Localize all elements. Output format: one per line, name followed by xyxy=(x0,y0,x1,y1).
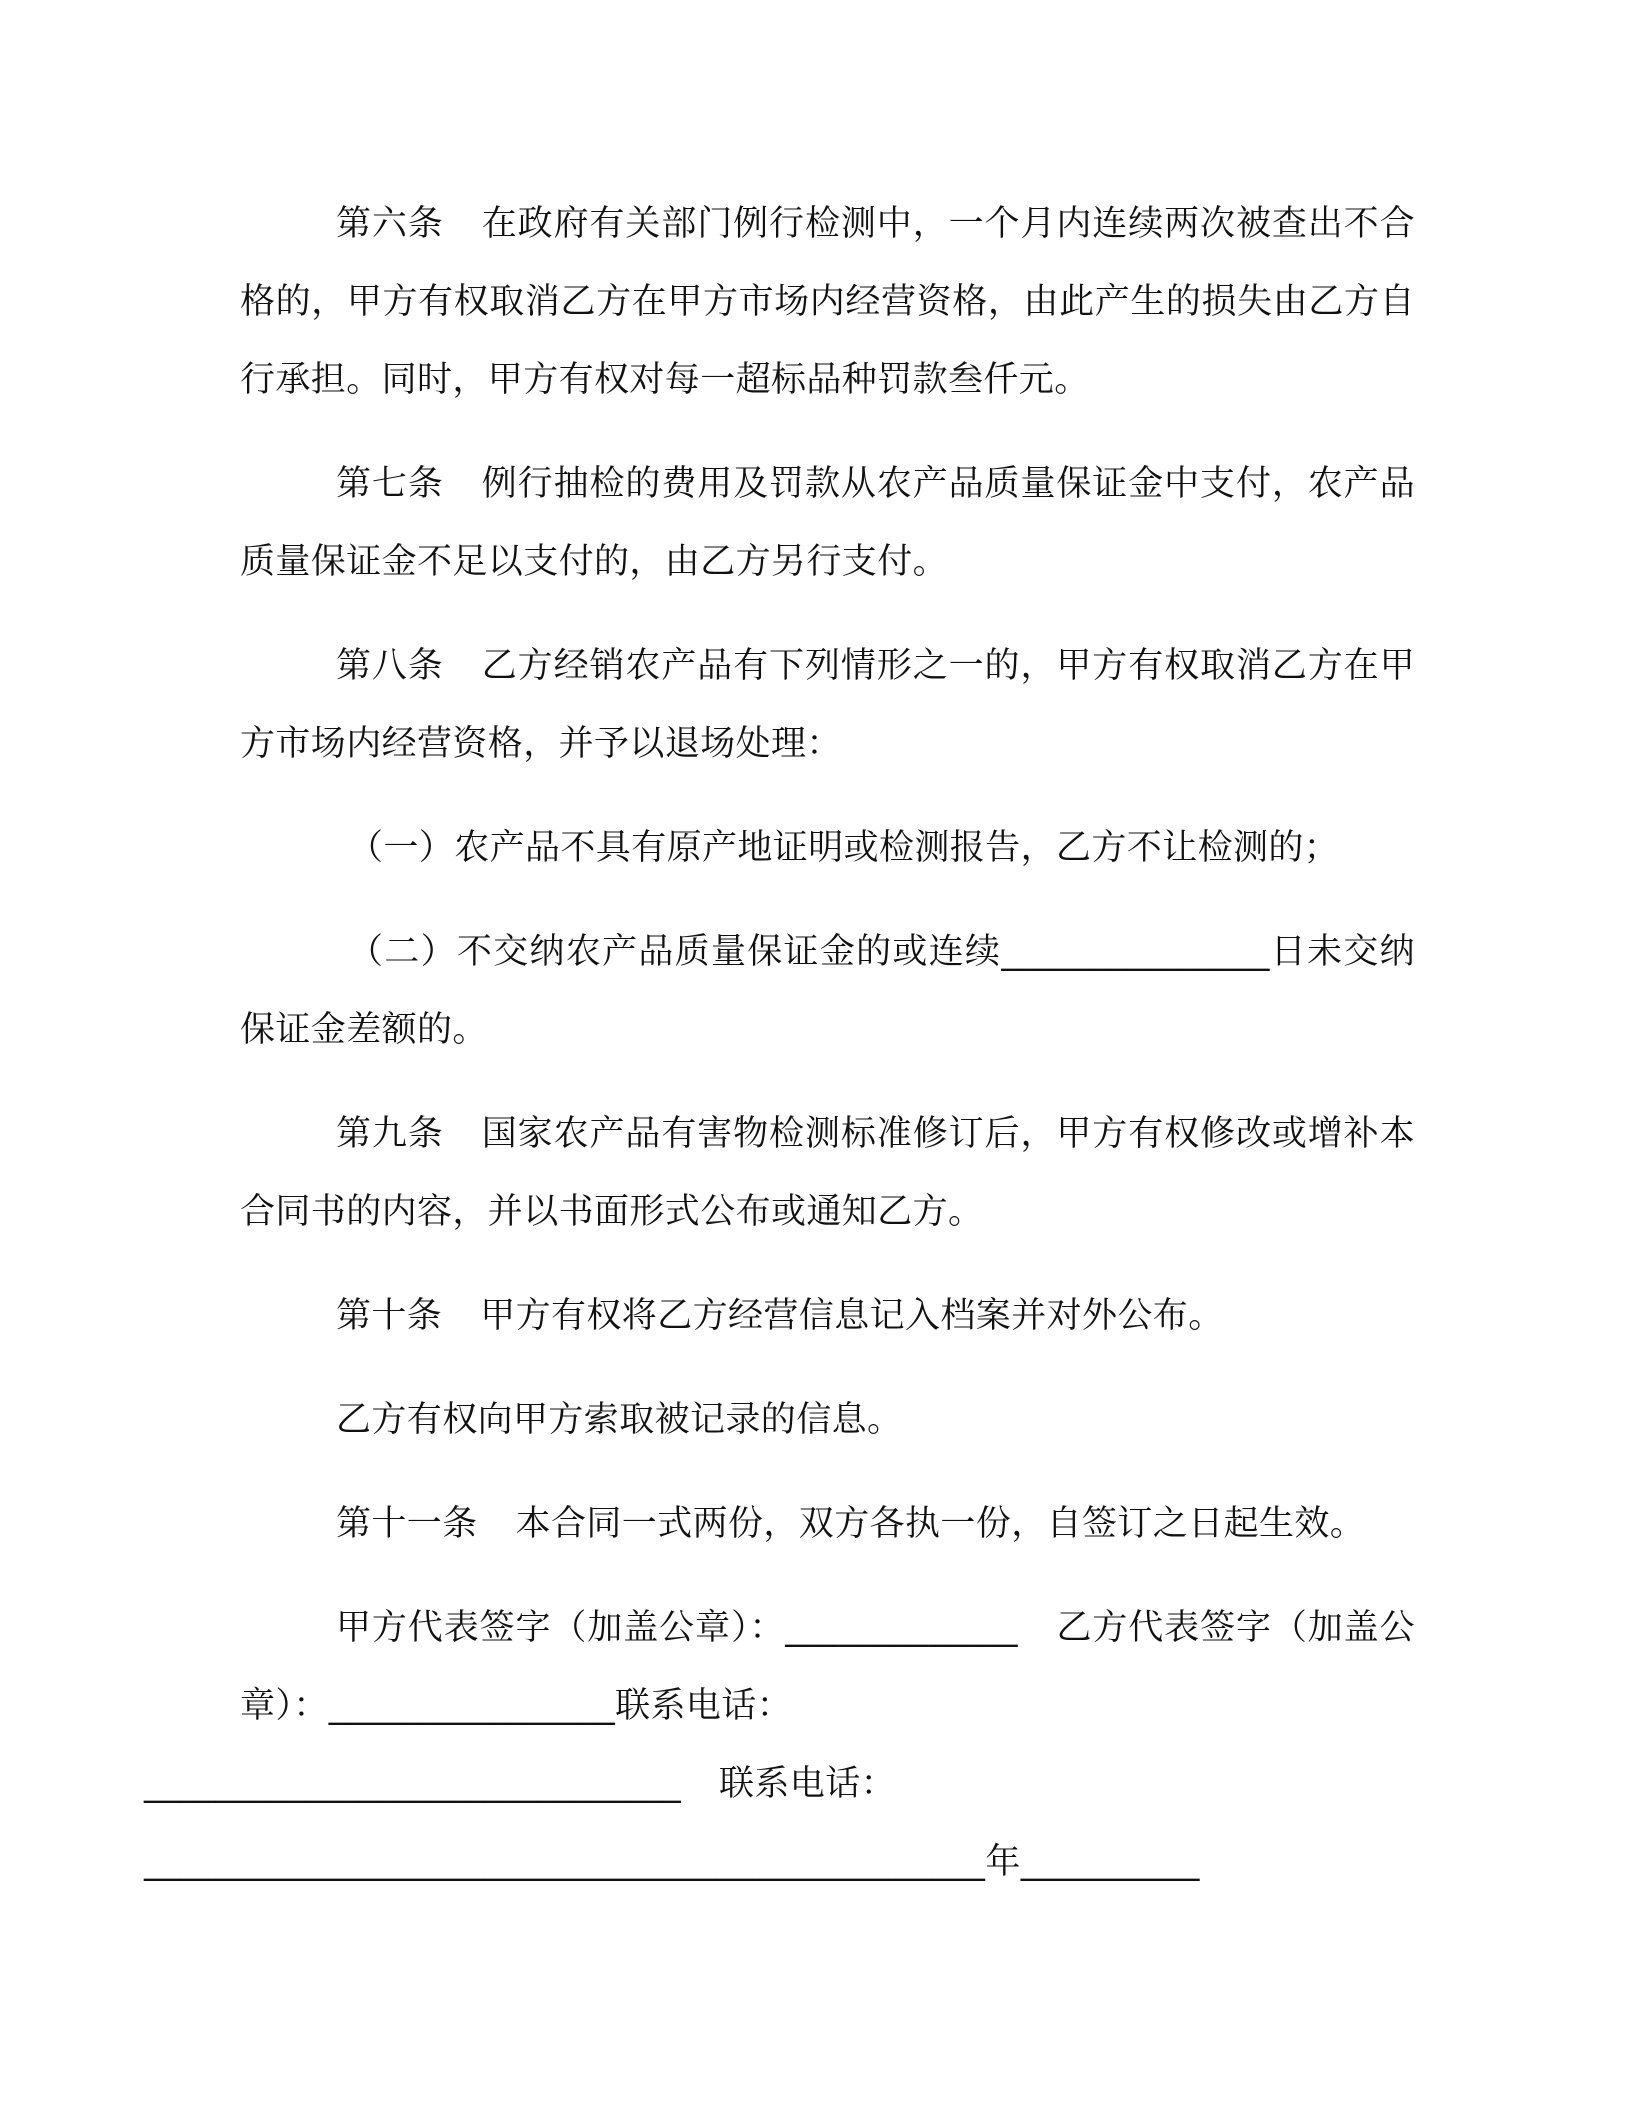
article-7 xyxy=(240,445,1415,601)
item-text: （一）农产品不具有原产地证明或检测报告，乙方不让检测的； xyxy=(348,828,1340,868)
party-a-phone-blank: ______________________________ xyxy=(144,1764,681,1804)
article-9 xyxy=(240,1095,1415,1251)
article-number: 第八条 xyxy=(336,646,444,686)
article-number: 第九条 xyxy=(336,1114,444,1154)
item-text-pre: （二）不交纳农产品质量保证金的或连续 xyxy=(348,932,1002,972)
article-6 xyxy=(240,185,1415,419)
item-1 xyxy=(240,809,1415,887)
article-number: 第七条 xyxy=(336,464,444,504)
article-10 xyxy=(240,1277,1415,1355)
article-text: 乙方经销农产品有下列情形之一的，甲方有权取消乙方在甲方市场内经营资格，并予以退场处理： xyxy=(240,646,1416,764)
article-text: 国家农产品有害物检测标准修订后，甲方有权修改或增补本合同书的内容，并以书面形式公布或通知乙方。 xyxy=(240,1114,1416,1232)
article-text: 例行抽检的费用及罚款从农产品质量保证金中支付，农产品质量保证金不足以支付的，由乙方另行支付。 xyxy=(240,464,1416,582)
party-a-signature-label: 甲方代表签字（加盖公章）： xyxy=(336,1608,786,1648)
item-text-post: 日未交纳保证金差额的。 xyxy=(240,932,1415,1050)
clause-text: 乙方有权向甲方索取被记录的信息。 xyxy=(336,1400,903,1440)
days-blank: _______________ xyxy=(1001,932,1270,972)
article-text: 在政府有关部门例行检测中，一个月内连续两次被查出不合格的，甲方有权取消乙方在甲方市场内经营资格，由此产生的损失由乙方自行承担。同时，甲方有权对每一超标品种罚款叁仟元。 xyxy=(240,204,1416,400)
article-number: 第十条 xyxy=(336,1296,443,1336)
year-label: 年 xyxy=(985,1842,1021,1882)
party-a-signature-blank: _____________ xyxy=(785,1608,1018,1648)
party-b-signature-label: 乙方代表签字（加盖公章）： xyxy=(240,1608,1415,1726)
article-text: 甲方有权将乙方经营信息记入档案并对外公布。 xyxy=(480,1296,1224,1336)
article-8 xyxy=(240,627,1415,783)
year-blank: __________ xyxy=(1020,1842,1200,1882)
signature-block xyxy=(144,1589,1415,1901)
party-a-phone-label: 联系电话： xyxy=(615,1686,793,1726)
party-b-phone-label: 联系电话： xyxy=(719,1764,897,1804)
article-number: 第十一条 xyxy=(336,1504,478,1544)
party-b-signature-blank: ________________ xyxy=(328,1686,616,1726)
party-b-phone-blank: _______________________________________________ xyxy=(144,1842,986,1882)
article-11 xyxy=(240,1485,1415,1563)
contract-page xyxy=(144,185,1416,1901)
extra-clause xyxy=(240,1381,1415,1459)
article-text: 本合同一式两份，双方各执一份，自签订之日起生效。 xyxy=(515,1504,1366,1544)
item-2 xyxy=(240,913,1415,1069)
article-number: 第六条 xyxy=(336,204,444,244)
